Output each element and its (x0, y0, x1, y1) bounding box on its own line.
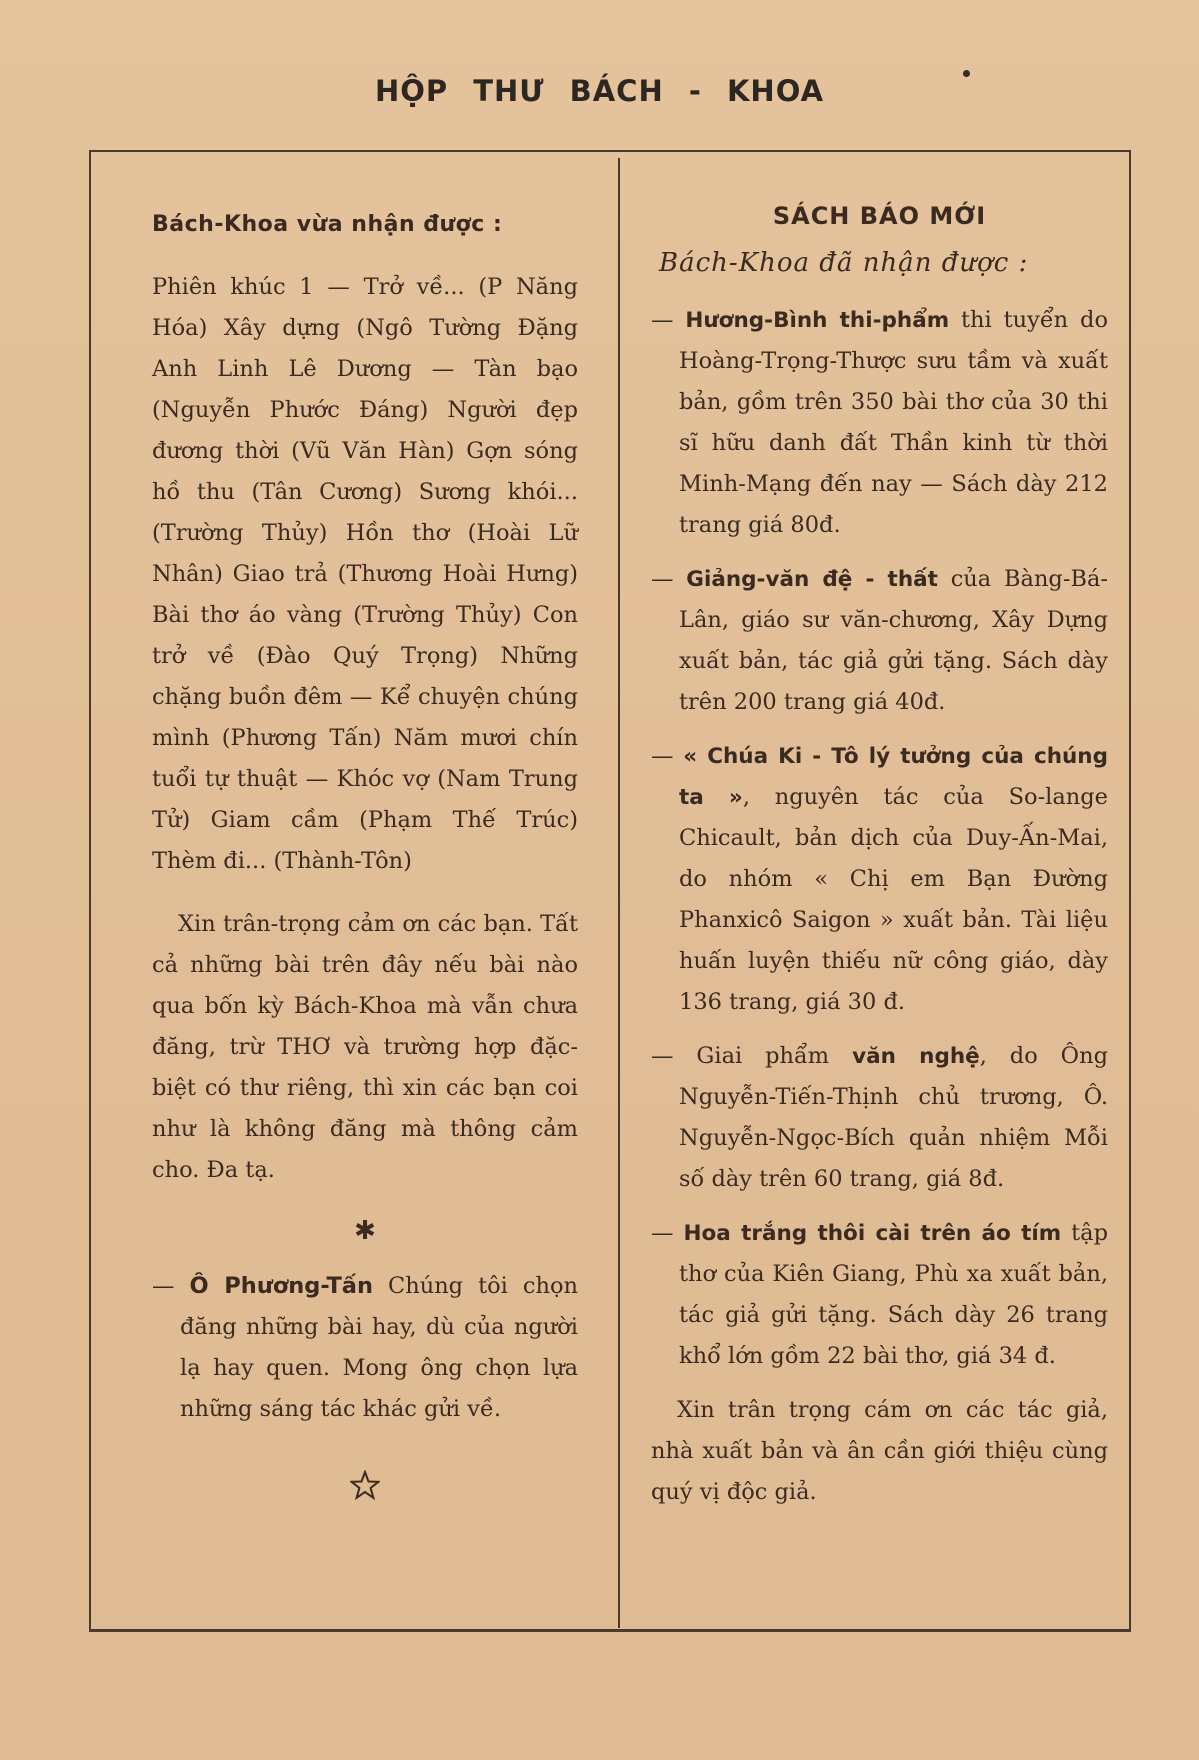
left-heading: Bách-Khoa vừa nhận được : (152, 212, 503, 237)
reply-name: Ô Phương-Tấn (189, 1273, 373, 1299)
separator-mark: ✱ (354, 1216, 376, 1246)
reply-phuong-tan (152, 1266, 578, 1430)
entry-dash: — (651, 1220, 684, 1246)
entry-dash: — (651, 1043, 697, 1069)
thanks-note: Xin trân-trọng cảm ơn các bạn. Tất cả những bài trên đây nếu bài nào qua bốn kỳ Bách-Khoa mà vẫn chưa đăng, trừ THƠ và trường hợp đặc-biệt có thư riêng, thì xin các bạn coi như là không đăng mà thông cảm cho. Đa tạ. (152, 911, 578, 1183)
book-entry (651, 1213, 1108, 1377)
right-subtitle: Bách-Khoa đã nhận được : (659, 248, 1029, 278)
page-header: HỘP THƯ BÁCH - KHOA (374, 74, 825, 108)
entry-dash: — (651, 743, 684, 769)
entry-title: Giảng-văn đệ - thất (686, 567, 938, 592)
star-icon (152, 1470, 578, 1514)
entry-title: Hoa trắng thôi cài trên áo tím (683, 1221, 1062, 1246)
entry-desc: của Bàng-Bá-Lân, giáo sư văn-chương, Xây Dựng xuất bản, tác giả gửi tặng. Sách dày trên 200 trang giá 40đ. (679, 566, 1108, 715)
book-entry (651, 1036, 1109, 1200)
ink-dot (963, 70, 970, 77)
entry-dash: — (651, 307, 686, 333)
book-entry (651, 736, 1109, 1023)
entry-title: văn nghệ (852, 1044, 980, 1069)
entry-desc: , do Ông Nguyễn-Tiến-Thịnh chủ trương, Ô. Nguyễn-Ngọc-Bích quản nhiệm Mỗi số dày trên 60 trang, giá 8đ. (679, 1043, 1109, 1192)
entry-desc: thi tuyển do Hoàng-Trọng-Thược sưu tầm và xuất bản, gồm trên 350 bài thơ của 30 thi sĩ hữu danh đất Thần kinh từ thời Minh-Mạng đến nay — Sách dày 212 trang giá 80đ. (679, 307, 1108, 538)
reply-dash: — (152, 1273, 190, 1299)
right-column (651, 196, 1108, 1513)
entry-pre: Giai phẩm (696, 1043, 853, 1069)
right-title: SÁCH BÁO MỚI (772, 202, 987, 230)
reply-text: Chúng tôi chọn đăng những bài hay, dù của người lạ hay quen. Mong ông chọn lựa những sáng tác khác gửi về. (180, 1273, 578, 1422)
entry-dash: — (651, 566, 687, 592)
left-column (152, 204, 578, 1514)
entry-desc: tập thơ của Kiên Giang, Phù xa xuất bản, tác giả gửi tặng. Sách dày 26 trang khổ lớn gồm 22 bài thơ, giá 34 đ. (679, 1220, 1108, 1369)
entry-desc: , nguyên tác của So-lange Chicault, bản dịch của Duy-Ấn-Mai, do nhóm « Chị em Bạn Đường Phanxicô Saigon » xuất bản. Tài liệu huấn luyện thiếu nữ công giáo, dày 136 trang, giá 30 đ. (679, 784, 1108, 1015)
column-divider (618, 158, 620, 1628)
entry-title: Hương-Bình thi-phẩm (685, 308, 950, 333)
received-list: Phiên khúc 1 — Trở về... (P Năng Hóa) Xây dựng (Ngô Tường Đặng Anh Linh Lê Dương — Tàn bạo (Nguyễn Phước Đáng) Người đẹp đương thời (Vũ Văn Hàn) Gợn sóng hồ thu (Tân Cương) Sương khói... (Trường Thủy) Hồn thơ (Hoài Lữ Nhân) Giao trả (Thương Hoài Hưng) Bài thơ áo vàng (Trường Thủy) Con trở về (Đào Quý Trọng) Những chặng buồn đêm — Kể chuyện chúng mình (Phương Tấn) Năm mươi chín tuổi tự thuật — Khóc vợ (Nam Trung Tử) Giam cầm (Phạm Thế Trúc) Thèm đi... (Thành-Tôn) (152, 274, 578, 874)
book-entry (651, 559, 1108, 723)
closing-note: Xin trân trọng cám ơn các tác giả, nhà xuất bản và ân cần giới thiệu cùng quý vị độc giả. (651, 1397, 1108, 1505)
entry-title: « Chúa Ki - Tô lý tưởng của chúng ta » (679, 744, 1109, 810)
book-entry (651, 300, 1108, 546)
